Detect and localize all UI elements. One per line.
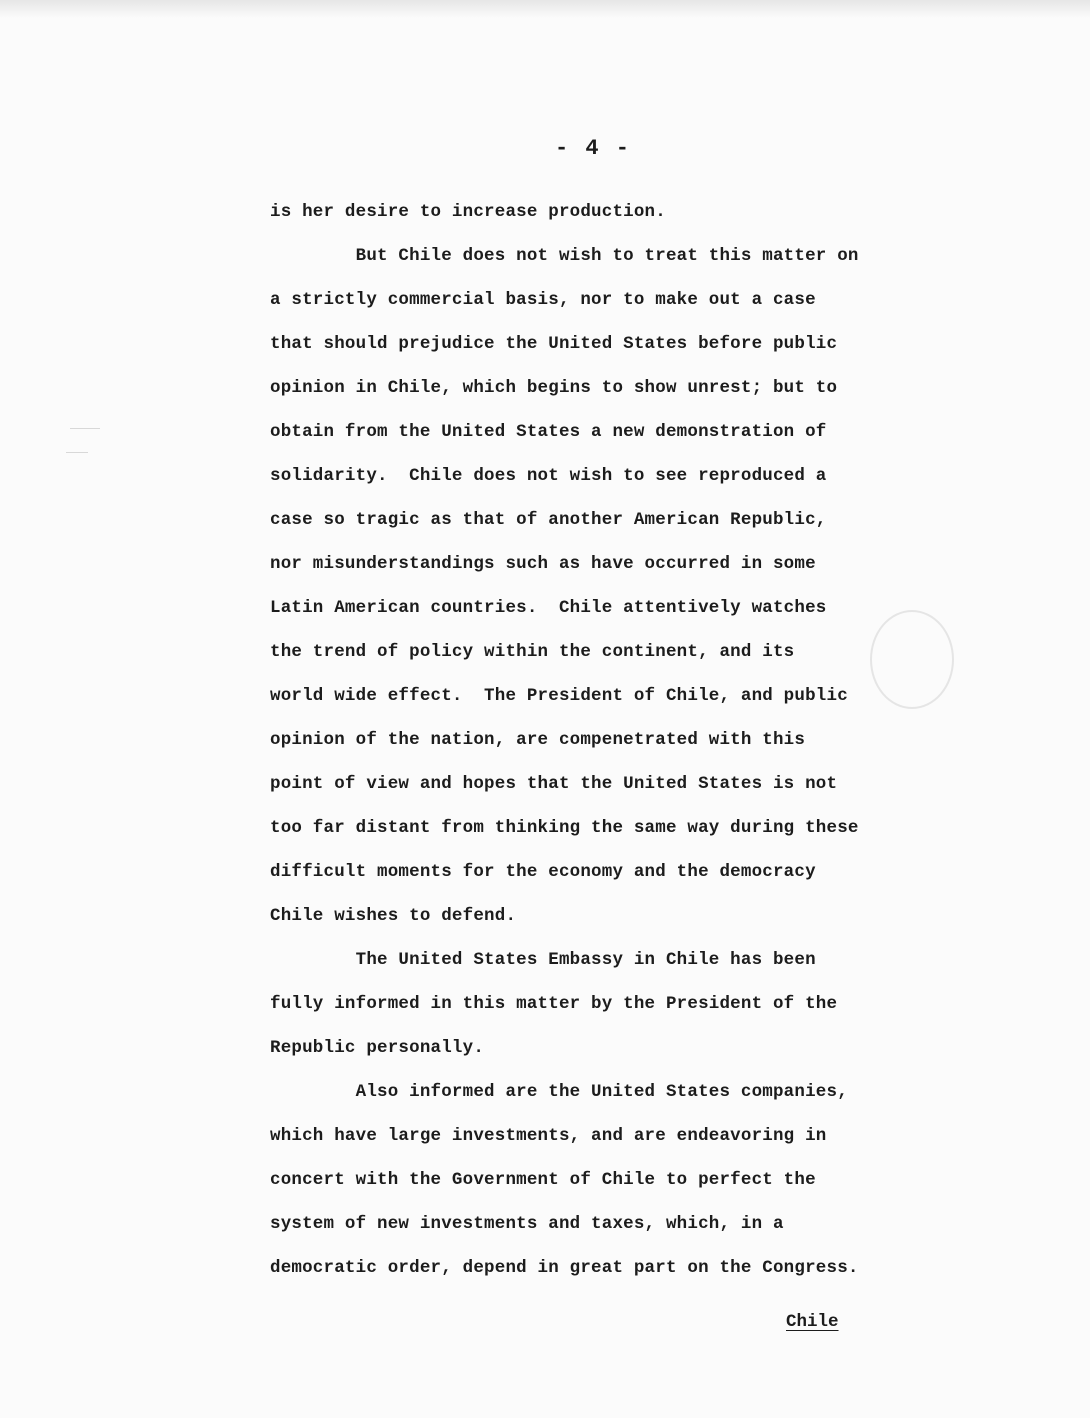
text-line: is her desire to increase production. <box>270 202 666 222</box>
text-line: which have large investments, and are endeavoring in <box>270 1126 827 1146</box>
text-line: concert with the Government of Chile to perfect the <box>270 1170 816 1190</box>
text-line: too far distant from thinking the same way during these <box>270 818 859 838</box>
text-line: that should prejudice the United States before public <box>270 334 838 354</box>
text-line: opinion in Chile, which begins to show unrest; but to <box>270 378 838 398</box>
text-line: The United States Embassy in Chile has been <box>270 950 816 970</box>
text-line: Latin American countries. Chile attentively watches <box>270 598 827 618</box>
text-line: case so tragic as that of another American Republic, <box>270 510 827 530</box>
archive-stamp <box>870 610 954 709</box>
text-line: difficult moments for the economy and the democracy <box>270 862 816 882</box>
text-line: But Chile does not wish to treat this matter on <box>270 246 859 266</box>
text-line: Republic personally. <box>270 1038 485 1058</box>
text-line: system of new investments and taxes, which, in a <box>270 1214 784 1234</box>
text-line: fully informed in this matter by the President of the <box>270 994 838 1014</box>
text-line: the trend of policy within the continent, and its <box>270 642 795 662</box>
text-line: solidarity. Chile does not wish to see reproduced a <box>270 466 827 486</box>
margin-mark <box>66 452 88 453</box>
text-line: nor misunderstandings such as have occurred in some <box>270 554 816 574</box>
margin-mark <box>70 428 100 429</box>
catchword: Chile <box>786 1312 839 1332</box>
text-line: a strictly commercial basis, nor to make out a case <box>270 290 816 310</box>
text-line: opinion of the nation, are compenetrated with this <box>270 730 806 750</box>
text-line: Chile wishes to defend. <box>270 906 517 926</box>
scan-edge-shadow <box>0 0 1090 18</box>
text-line: democratic order, depend in great part on the Congress. <box>270 1258 859 1278</box>
text-line: obtain from the United States a new demonstration of <box>270 422 827 442</box>
text-line: world wide effect. The President of Chile, and public <box>270 686 848 706</box>
page-number: - 4 - <box>555 136 632 161</box>
text-line: point of view and hopes that the United States is not <box>270 774 838 794</box>
text-line: Also informed are the United States companies, <box>270 1082 848 1102</box>
